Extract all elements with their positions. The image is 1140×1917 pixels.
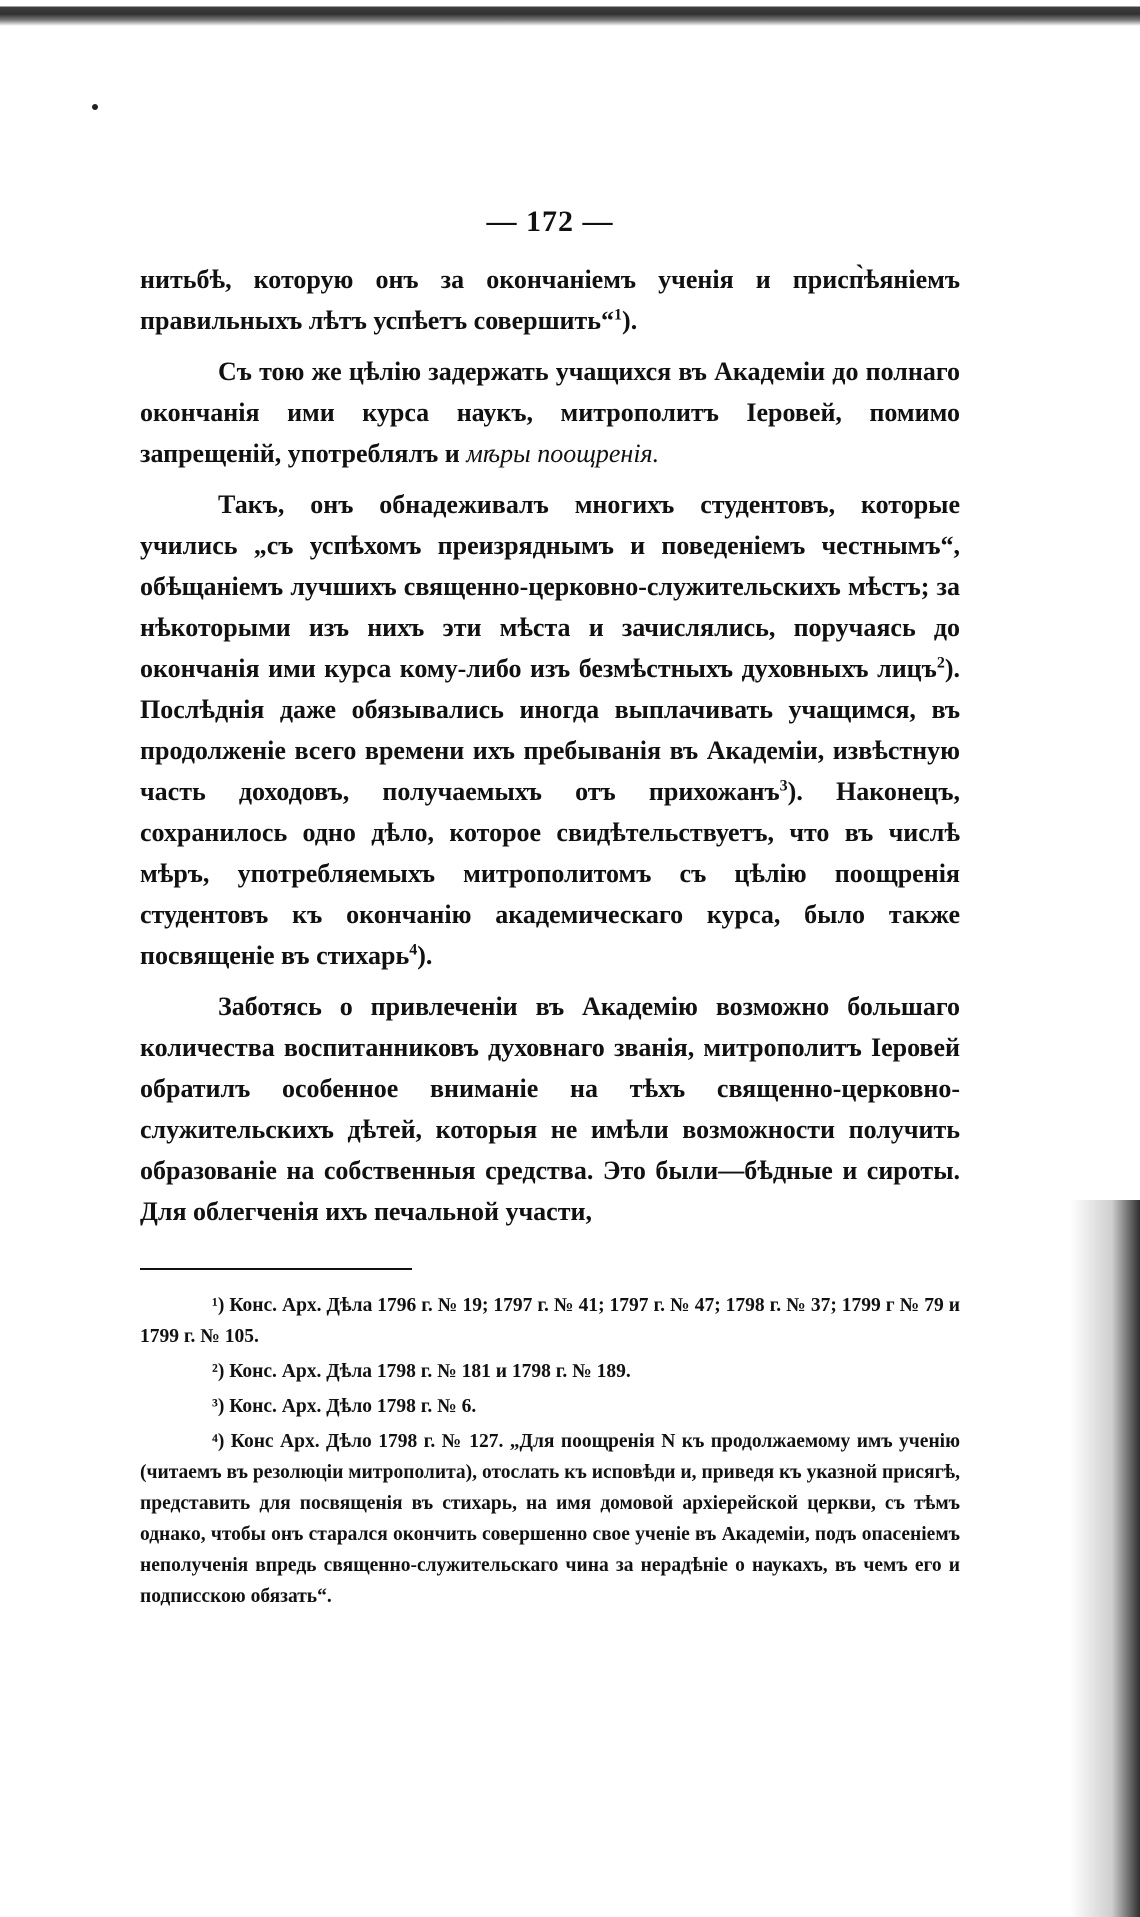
footnote-4 — [140, 1426, 960, 1612]
paragraph-3-tail: ). — [417, 941, 433, 970]
footnote-ref-3: 3 — [779, 777, 788, 795]
footnote-1 — [140, 1290, 960, 1352]
footnote-ref-1: 1 — [614, 306, 623, 324]
paragraph-1-tail: ). — [622, 306, 638, 335]
paragraph-3 — [140, 484, 960, 976]
paragraph-3-part-3: ). Наконецъ, сохранилось одно дѣло, которое свидѣтельствуетъ, что въ числѣ мѣръ, употребляемыхъ митрополитомъ съ цѣлію поощренія студентовъ къ окончанію академическаго курса, было также посвященіе въ стихарь — [140, 777, 960, 970]
paragraph-1-text: нитьбѣ, которую онъ за окончаніемъ ученія и присп̀ѣяніемъ правильныхъ лѣтъ успѣетъ совершить“ — [140, 265, 960, 335]
footnote-ref-2: 2 — [936, 654, 945, 672]
paragraph-4-text: Заботясь о привлеченіи въ Академію возможно большаго количества воспитанниковъ духовнаго званія, митрополитъ Іеровей обратилъ особенное вниманіе на тѣхъ священно-церковно-служительскихъ дѣтей, которыя не имѣли возможности получить образованіе на собственныя средства. Это были—бѣдные и сироты. Для облегченія ихъ печальной участи, — [140, 992, 960, 1226]
paragraph-2-text: Съ тою же цѣлію задержать учащихся въ Академіи до полнаго окончанія ими курса наукъ, митрополитъ Іеровей, помимо запрещеній, употреблялъ и — [140, 357, 960, 468]
paragraph-3-text: Такъ, онъ обнадеживалъ многихъ студентовъ, которые учились „съ успѣхомъ преизряднымъ и поведеніемъ честнымъ“, обѣщаніемъ лучшихъ священно-церковно-служительскихъ мѣстъ; за нѣкоторыми изъ нихъ эти мѣста и зачислялись, поручаясь до окончанія ими курса кому-либо изъ безмѣстныхъ духовныхъ лицъ — [140, 490, 960, 683]
paragraph-4 — [140, 986, 960, 1232]
footnote-ref-4: 4 — [409, 941, 418, 959]
paragraph-3-part-2: ). Послѣднія даже обязывались иногда выплачивать учащимся, въ продолженіе всего времени ихъ пребыванія въ Академіи, извѣстную часть доходовъ, получаемыхъ отъ прихожанъ — [140, 654, 960, 806]
footnote-2-mark: ²) — [212, 1361, 225, 1382]
scan-dot — [92, 104, 98, 110]
scan-top-edge — [0, 0, 1140, 28]
footnote-separator — [140, 1268, 412, 1270]
paragraph-2 — [140, 351, 960, 474]
scan-right-edge-shadow — [1070, 1200, 1140, 1917]
book-page — [140, 205, 960, 1616]
footnote-2-text: Конс. Арх. Дѣла 1798 г. № 181 и 1798 г. № 189. — [229, 1361, 631, 1382]
footnote-3 — [140, 1391, 960, 1422]
page-number: — 172 — — [486, 205, 614, 238]
paragraph-2-emphasis: мѣры поощренія. — [466, 439, 660, 468]
footnote-4-mark: ⁴) — [212, 1431, 225, 1452]
footnote-1-mark: ¹) — [212, 1295, 225, 1316]
footnote-1-text: Конс. Арх. Дѣла 1796 г. № 19; 1797 г. № 41; 1797 г. № 47; 1798 г. № 37; 1799 г № 79 и 1799 г. № 105. — [140, 1295, 960, 1347]
footnote-3-text: Конс. Арх. Дѣло 1798 г. № 6. — [229, 1396, 477, 1417]
footnote-4-text: Конс Арх. Дѣло 1798 г. № 127. „Для поощренія N къ продолжаемому имъ ученію (читаемъ въ резолюціи митрополита), отослать къ исповѣди и, приведя къ указной присягѣ, представить для посвященія въ стихарь, на имя домовой архіерейской церкви, съ тѣмъ однако, чтобы онъ старался окончить совершенно свое ученіе въ Академіи, подъ опасеніемъ неполученія впредь священно-служительскаго чина за нерадѣніе о наукахъ, въ чемъ его и подписскою обязать“. — [140, 1431, 960, 1607]
footnote-3-mark: ³) — [212, 1396, 225, 1417]
paragraph-1 — [140, 259, 960, 341]
footnote-2 — [140, 1356, 960, 1387]
